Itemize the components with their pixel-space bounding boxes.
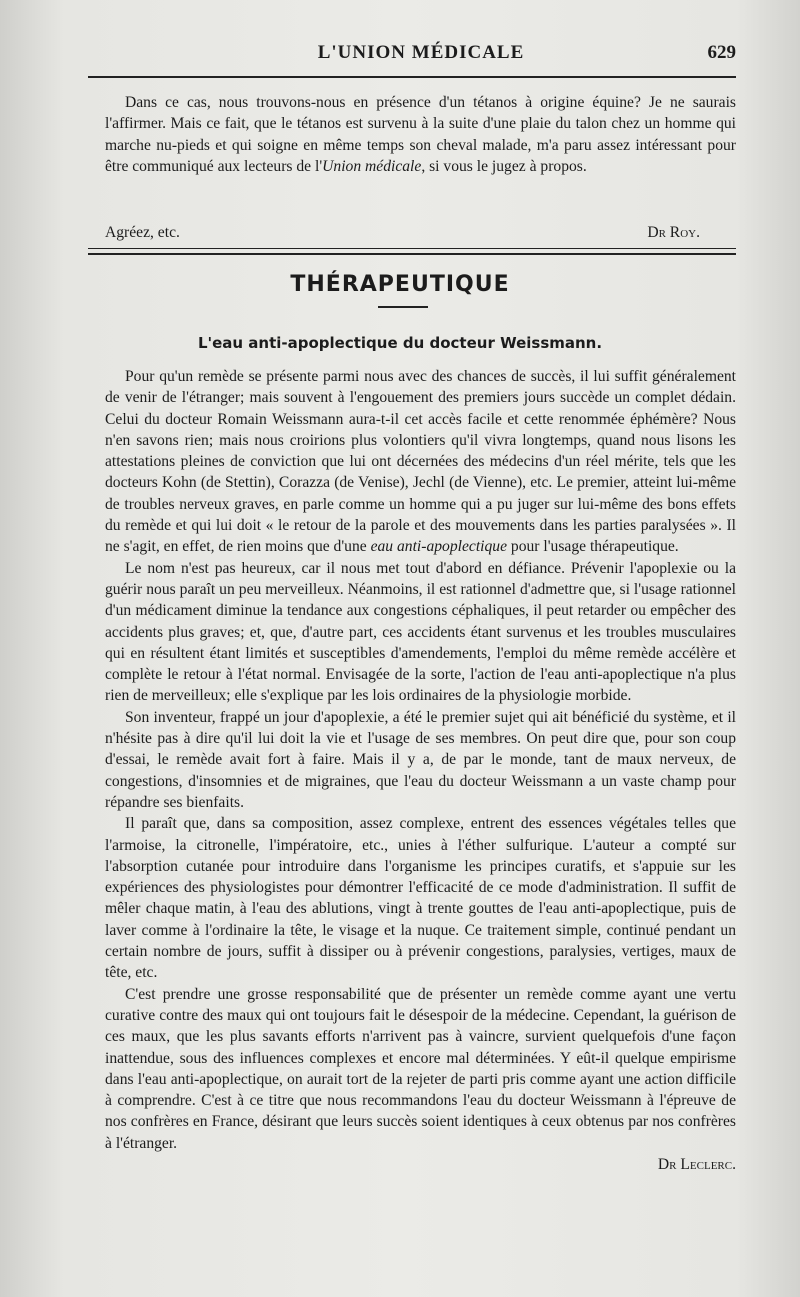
header-rule	[88, 76, 736, 78]
running-title: L'UNION MÉDICALE	[317, 42, 525, 63]
letter-text-end: , si vous le jugez à propos.	[421, 157, 587, 175]
title-underline	[378, 306, 428, 308]
section-rule-bottom	[88, 253, 736, 255]
journal-name: Union médicale	[322, 157, 422, 175]
letter-ending	[105, 92, 736, 177]
letter-text: Dans ce cas, nous trouvons-nous en présence d'un tétanos à origine équine? Je ne saurais l'affirmer. Mais ce fait, que le tétanos est survenu à la suite d'une plaie du talon chez un homme qui marche nu-pieds et qui soigne en même temps son cheval malade, m'a paru assez intéressant pour être communiqué aux lecteurs de l'	[105, 94, 736, 175]
page-number: 629	[707, 42, 736, 63]
paragraph-1: Pour qu'un remède se présente parmi nous avec des chances de succès, il lui suffit généralement de venir de l'étranger; mais souvent à l'engouement des premiers jours succède un complet dédain. Celui du docteur Romain Weissmann aura-t-il cet accès facile et cette renommée éphémère? Nous n'en savons rien; mais nous croirions plus volontiers qu'il vivra longtemps, quand nous lisons les attestations pleines de conviction que lui ont décernées des médecins d'un réel mérite, tels que les docteurs Kohn (de Stettin), Corazza (de Venise), Jechl (de Vienne), etc. Le premier, atteint lui-même de troubles nerveux graves, en parle comme un homme qui a pu juger sur lui-même des bons effets du remède et qui lui doit « le retour de la parole et des mouvements dans les parties paralysées ». Il ne s'agit, en effet, de rien moins que d'une eau anti-apoplectique pour l'usage thérapeutique.	[105, 368, 736, 556]
paragraph-4: Il paraît que, dans sa composition, assez complexe, entrent des essences végétales telles que l'armoise, la citronelle, l'impératoire, etc., unies à l'éther sulfurique. L'auteur a compté sur l'absorption cutanée pour introduire dans l'organisme les principes curatifs, et s'appuie sur les expériences des physiologistes pour démontrer l'efficacité de ce mode d'administration. Il suffit de mêler chaque matin, à l'eau des ablutions, vingt à trente gouttes de l'eau anti-apoplectique, puis de laver comme à l'ordinaire la tête, le visage et la nuque. Ce traitement simple, continué pendant un certain nombre de jours, suffit à dissiper ou à prévenir congestions, paralysies, vertiges, maux de tête, etc.	[105, 815, 736, 982]
remedy-name: eau anti-apoplectique	[370, 538, 508, 556]
letter-closing: Agréez, etc.	[105, 224, 180, 241]
article-title: L'eau anti-apoplectique du docteur Weissmann.	[197, 334, 603, 352]
letter-signature: Dr Roy.	[647, 224, 700, 241]
article-signature: Dr Leclerc.	[657, 1155, 736, 1173]
section-title: THÉRAPEUTIQUE	[290, 272, 510, 297]
paragraph-2: Le nom n'est pas heureux, car il nous met tout d'abord en défiance. Prévenir l'apoplexie ou la guérir nous paraît un peu merveilleux. Néanmoins, il est rationnel d'admettre que, si l'usage rationnel d'un médicament diminue la tendance aux congestions céphaliques, il peut retarder ou empêcher des accidents plus graves; et, que, d'autre part, ces accidents étant survenus et les troubles musculaires qui en résultent étant limités et susceptibles d'amendements, l'emploi du même remède accélère et complète le retour à l'état normal. Envisagée de la sorte, l'action de l'eau anti-apoplectique n'a plus rien de merveilleux; elle s'explique par les lois ordinaires de la physiologie morbide.	[105, 559, 736, 705]
article-body	[105, 366, 736, 1175]
section-rule-top	[88, 248, 736, 249]
paragraph-3: Son inventeur, frappé un jour d'apoplexie, a été le premier sujet qui ait bénéficié du système, et il n'hésite pas à dire qu'il lui doit la vie et l'usage de ses membres. On peut dire que, pour son coup d'essai, le remède avait fort à faire. Mais il y a, de par le monde, tant de maux nerveux, de congestions, d'insomnies et de migraines, que l'eau du docteur Weissmann a un vaste champ pour répandre ses bienfaits.	[105, 708, 736, 811]
paragraph-5: C'est prendre une grosse responsabilité que de présenter un remède comme ayant une vertu curative contre des maux qui ont toujours fait le désespoir de la médecine. Cependant, la guérison de ces maux, que les plus savants efforts n'arrivent pas à vaincre, survient quelquefois d'une façon inattendue, sous des influences complexes et encore mal déterminées. Y eût-il quelque empirisme dans l'eau anti-apoplectique, on aurait tort de la rejeter de parti pris comme ayant une action difficile à comprendre. C'est à ce titre que nous recommandons l'eau du docteur Weissmann à l'épreuve de nos confrères en France, désirant que leurs succès soient identiques à ceux obtenus par nos confrères à l'étranger.	[105, 985, 736, 1152]
page-header	[106, 40, 736, 70]
